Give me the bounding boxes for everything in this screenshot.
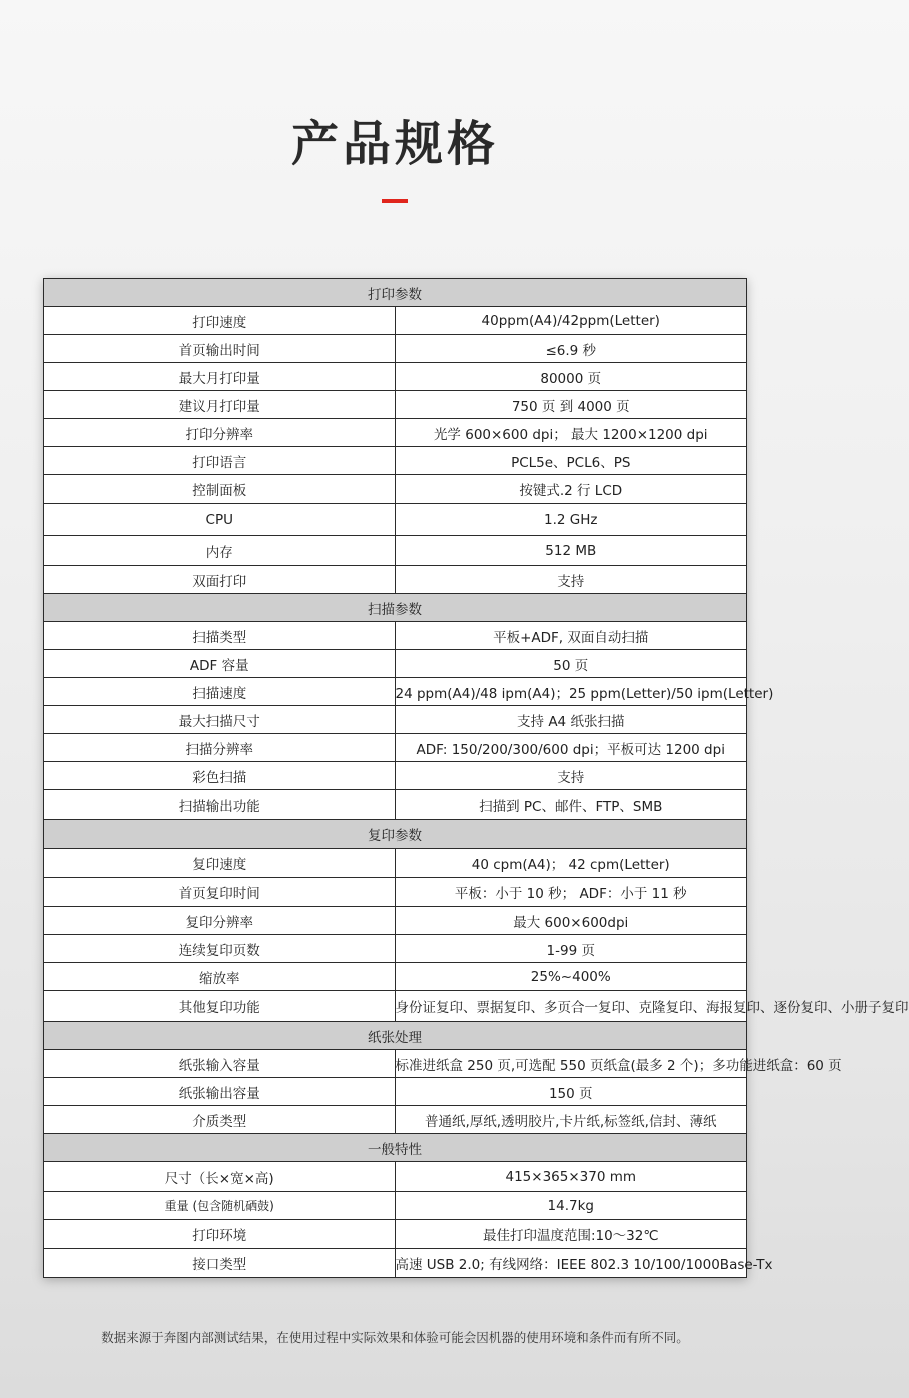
spec-label: 首页输出时间 [44,335,396,363]
spec-value: 1-99 页 [395,935,747,963]
spec-label: 内存 [44,536,396,566]
spec-label: 重量 (包含随机硒鼓) [44,1192,396,1220]
spec-label: 打印分辨率 [44,419,396,447]
spec-row [44,1220,747,1249]
spec-value: ADF: 150/200/300/600 dpi；平板可达 1200 dpi [395,734,747,762]
spec-row [44,504,747,536]
spec-label: 扫描速度 [44,678,396,706]
spec-label: 建议月打印量 [44,391,396,419]
spec-label: 打印环境 [44,1220,396,1249]
spec-value: 支持 [395,762,747,790]
spec-row [44,1192,747,1220]
spec-value: 标准进纸盒 250 页,可选配 550 页纸盒(最多 2 个)；多功能进纸盒：60 页 [395,1050,747,1078]
section-header-scan [44,594,747,622]
spec-value: 最佳打印温度范围:10～32℃ [395,1220,747,1249]
spec-row [44,734,747,762]
spec-row [44,706,747,734]
spec-label: 扫描输出功能 [44,790,396,820]
section-header-copy [44,820,747,849]
spec-row [44,622,747,650]
spec-row [44,363,747,391]
spec-row [44,536,747,566]
spec-label: 控制面板 [44,475,396,504]
spec-label: 打印语言 [44,447,396,475]
section-title: 纸张处理 [44,1022,747,1050]
spec-label: 纸张输出容量 [44,1078,396,1106]
spec-value: 按键式.2 行 LCD [395,475,747,504]
spec-value: 150 页 [395,1078,747,1106]
spec-value: 支持 [395,566,747,594]
spec-label: 尺寸（长×宽×高) [44,1162,396,1192]
spec-value: 平板+ADF, 双面自动扫描 [395,622,747,650]
footnote: 数据来源于奔图内部测试结果，在使用过程中实际效果和体验可能会因机器的使用环境和条件而有所不同。 [101,1330,689,1345]
spec-label: 纸张输入容量 [44,1050,396,1078]
spec-value: 光学 600×600 dpi； 最大 1200×1200 dpi [395,419,747,447]
spec-row [44,650,747,678]
spec-table [43,278,909,1278]
spec-value: 40ppm(A4)/42ppm(Letter) [395,307,747,335]
spec-row [44,878,747,907]
spec-value: 512 MB [395,536,747,566]
title-accent-bar [382,199,408,203]
spec-row [44,1249,747,1278]
spec-row [44,475,747,504]
spec-row [44,935,747,963]
section-header-general [44,1134,747,1162]
spec-label: 连续复印页数 [44,935,396,963]
spec-value: 平板：小于 10 秒； ADF：小于 11 秒 [395,878,747,907]
spec-row [44,307,747,335]
spec-label: 缩放率 [44,963,396,991]
spec-label: 首页复印时间 [44,878,396,907]
spec-label: 复印速度 [44,849,396,878]
spec-label: 接口类型 [44,1249,396,1278]
spec-value: 身份证复印、票据复印、多页合一复印、克隆复印、海报复印、逐份复印、小册子复印 [395,991,747,1022]
section-title: 一般特性 [44,1134,747,1162]
section-title: 扫描参数 [44,594,747,622]
spec-value: 高速 USB 2.0; 有线网络：IEEE 802.3 10/100/1000Base-Tx [395,1249,747,1278]
spec-value: 40 cpm(A4)； 42 cpm(Letter) [395,849,747,878]
spec-table-container [43,278,909,1278]
spec-label: 复印分辨率 [44,907,396,935]
spec-value: 80000 页 [395,363,747,391]
spec-value: 415×365×370 mm [395,1162,747,1192]
spec-row [44,1078,747,1106]
spec-row [44,1162,747,1192]
spec-value: 50 页 [395,650,747,678]
spec-row [44,678,747,706]
section-header-paper [44,1022,747,1050]
spec-value: 25%~400% [395,963,747,991]
spec-value: 1.2 GHz [395,504,747,536]
spec-row [44,963,747,991]
spec-row [44,335,747,363]
spec-label: ADF 容量 [44,650,396,678]
spec-row [44,447,747,475]
spec-label: 介质类型 [44,1106,396,1134]
spec-label: 最大月打印量 [44,363,396,391]
spec-row [44,991,747,1022]
spec-value: 普通纸,厚纸,透明胶片,卡片纸,标签纸,信封、薄纸 [395,1106,747,1134]
spec-label: 双面打印 [44,566,396,594]
spec-value: ≤6.9 秒 [395,335,747,363]
spec-label: 彩色扫描 [44,762,396,790]
spec-row [44,849,747,878]
section-title: 打印参数 [44,279,747,307]
spec-value: 扫描到 PC、邮件、FTP、SMB [395,790,747,820]
spec-row [44,907,747,935]
spec-label: 扫描分辨率 [44,734,396,762]
spec-row [44,419,747,447]
spec-label: 扫描类型 [44,622,396,650]
section-title: 复印参数 [44,820,747,849]
spec-row [44,762,747,790]
spec-value: 24 ppm(A4)/48 ipm(A4)；25 ppm(Letter)/50 ipm(Letter) [395,678,747,706]
spec-label: CPU [44,504,396,536]
page-title: 产品规格 [290,116,499,172]
spec-value: 750 页 到 4000 页 [395,391,747,419]
spec-row [44,1106,747,1134]
spec-label: 最大扫描尺寸 [44,706,396,734]
spec-row [44,1050,747,1078]
spec-row [44,790,747,820]
spec-row [44,566,747,594]
spec-value: 最大 600×600dpi [395,907,747,935]
spec-value: 支持 A4 纸张扫描 [395,706,747,734]
spec-value: PCL5e、PCL6、PS [395,447,747,475]
spec-label: 打印速度 [44,307,396,335]
spec-row [44,391,747,419]
spec-label: 其他复印功能 [44,991,396,1022]
section-header-print [44,279,747,307]
spec-value: 14.7kg [395,1192,747,1220]
